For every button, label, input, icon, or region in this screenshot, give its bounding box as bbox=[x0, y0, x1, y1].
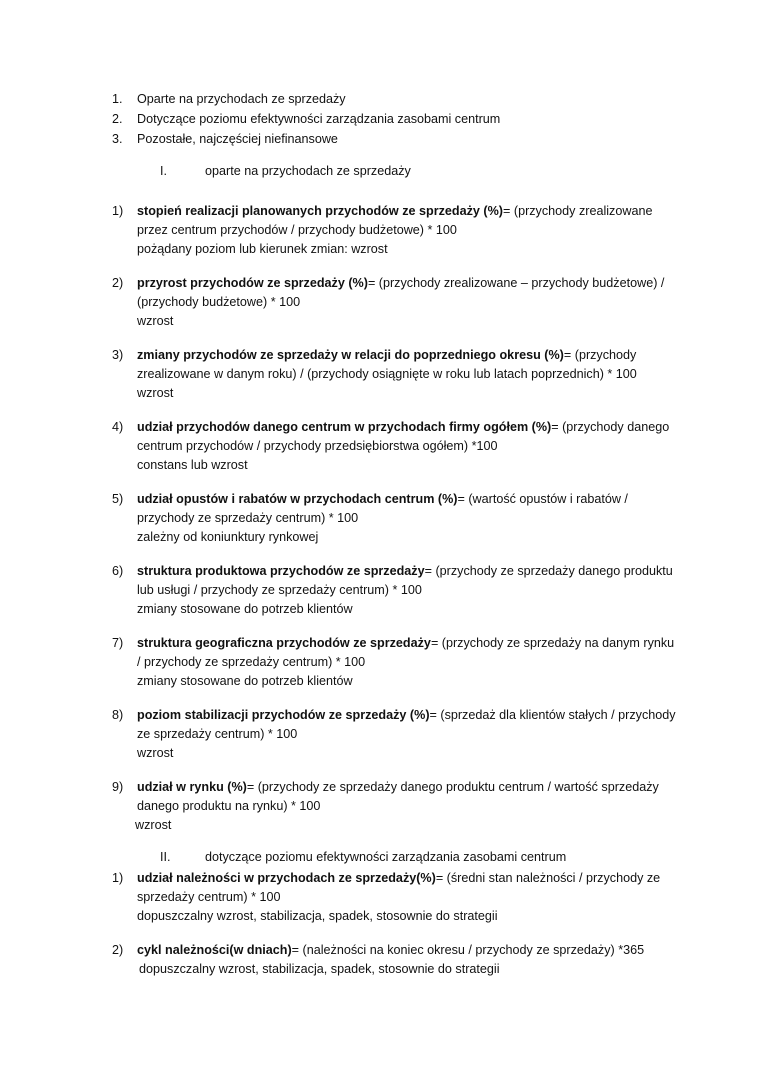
item-line-1 bbox=[137, 274, 664, 292]
item-line-3: wzrost bbox=[137, 314, 174, 328]
item-line-2: centrum przychodów / przychody przedsiębiorstwa ogółem) *100 bbox=[137, 439, 498, 453]
item-formula: = (przychody ze sprzedaży na danym rynku bbox=[430, 636, 675, 650]
item-term: cykl należności(w dniach) bbox=[137, 943, 292, 957]
item-formula: = (wartość opustów i rabatów / bbox=[457, 492, 628, 506]
item-term: udział opustów i rabatów w przychodach centrum (%) bbox=[137, 492, 458, 506]
item-term: udział należności w przychodach ze sprzedaży(%) bbox=[137, 871, 436, 885]
item-line-3: dopuszczalny wzrost, stabilizacja, spadek, stosownie do strategii bbox=[137, 909, 498, 923]
list-number: 3. bbox=[112, 132, 123, 146]
item-line-2: dopuszczalny wzrost, stabilizacja, spadek, stosownie do strategii bbox=[139, 962, 500, 976]
item-term: udział w rynku (%) bbox=[137, 780, 247, 794]
item-line-3: constans lub wzrost bbox=[137, 458, 248, 472]
item-line-2: danego produktu na rynku) * 100 bbox=[137, 799, 321, 813]
item-line-2: / przychody ze sprzedaży centrum) * 100 bbox=[137, 655, 366, 669]
item-term: udział przychodów danego centrum w przychodach firmy ogółem (%) bbox=[137, 420, 552, 434]
item-number: 7) bbox=[112, 636, 124, 650]
item-line-1 bbox=[137, 490, 628, 508]
list-item: Oparte na przychodach ze sprzedaży bbox=[137, 92, 346, 106]
item-term: struktura geograficzna przychodów ze sprzedaży bbox=[137, 636, 431, 650]
list-number: 1. bbox=[112, 92, 123, 106]
item-line-1 bbox=[137, 202, 652, 220]
item-line-1 bbox=[137, 346, 636, 364]
item-number: 6) bbox=[112, 564, 124, 578]
item-line-2: (przychody budżetowe) * 100 bbox=[137, 295, 301, 309]
item-line-2: zrealizowane w danym roku) / (przychody osiągnięte w roku lub latach poprzednich) * 100 bbox=[137, 367, 637, 381]
item-number: 1) bbox=[112, 871, 124, 885]
item-number: 2) bbox=[112, 943, 124, 957]
item-formula: = (przychody zrealizowane – przychody budżetowe) / bbox=[367, 276, 665, 290]
section-heading: oparte na przychodach ze sprzedaży bbox=[205, 164, 411, 178]
item-line-1 bbox=[137, 562, 673, 580]
item-line-3: zmiany stosowane do potrzeb klientów bbox=[137, 674, 353, 688]
item-line-3: pożądany poziom lub kierunek zmian: wzrost bbox=[137, 242, 388, 256]
item-number: 8) bbox=[112, 708, 124, 722]
item-term: zmiany przychodów ze sprzedaży w relacji do poprzedniego okresu (%) bbox=[137, 348, 564, 362]
item-line-1 bbox=[137, 869, 660, 887]
item-line-1 bbox=[137, 778, 659, 796]
item-formula: = (przychody danego bbox=[551, 420, 670, 434]
item-number: 4) bbox=[112, 420, 124, 434]
item-term: struktura produktowa przychodów ze sprzedaży bbox=[137, 564, 425, 578]
section-number: II. bbox=[160, 850, 171, 864]
item-formula: = (przychody zrealizowane bbox=[503, 204, 653, 218]
item-line-3: wzrost bbox=[135, 818, 172, 832]
item-formula: = (średni stan należności / przychody ze bbox=[435, 871, 661, 885]
item-number: 9) bbox=[112, 780, 124, 794]
item-line-1 bbox=[137, 706, 676, 724]
item-number: 3) bbox=[112, 348, 124, 362]
item-line-3: wzrost bbox=[137, 386, 174, 400]
item-formula: = (sprzedaż dla klientów stałych / przychody bbox=[429, 708, 676, 722]
item-line-2: sprzedaży centrum) * 100 bbox=[137, 890, 281, 904]
item-formula: = (przychody ze sprzedaży danego produktu bbox=[424, 564, 673, 578]
item-line-2: lub usługi / przychody ze sprzedaży centrum) * 100 bbox=[137, 583, 422, 597]
item-line-2: ze sprzedaży centrum) * 100 bbox=[137, 727, 298, 741]
item-line-1 bbox=[137, 634, 674, 652]
item-line-3: zależny od koniunktury rynkowej bbox=[137, 530, 319, 544]
item-line-1 bbox=[137, 418, 669, 436]
item-formula: = (przychody bbox=[563, 348, 637, 362]
item-term: przyrost przychodów ze sprzedaży (%) bbox=[137, 276, 368, 290]
item-number: 5) bbox=[112, 492, 124, 506]
item-line-2: przez centrum przychodów / przychody budżetowe) * 100 bbox=[137, 223, 457, 237]
item-term: stopień realizacji planowanych przychodów ze sprzedaży (%) bbox=[137, 204, 504, 218]
item-formula: = (należności na koniec okresu / przychody ze sprzedaży) *365 bbox=[291, 943, 645, 957]
item-line-1 bbox=[137, 941, 644, 959]
list-number: 2. bbox=[112, 112, 123, 126]
item-line-3: wzrost bbox=[137, 746, 174, 760]
list-item: Pozostałe, najczęściej niefinansowe bbox=[137, 132, 338, 146]
list-item: Dotyczące poziomu efektywności zarządzania zasobami centrum bbox=[137, 112, 501, 126]
item-line-3: zmiany stosowane do potrzeb klientów bbox=[137, 602, 353, 616]
item-term: poziom stabilizacji przychodów ze sprzedaży (%) bbox=[137, 708, 430, 722]
section-heading: dotyczące poziomu efektywności zarządzania zasobami centrum bbox=[205, 850, 567, 864]
item-number: 2) bbox=[112, 276, 124, 290]
section-number: I. bbox=[160, 164, 167, 178]
item-line-2: przychody ze sprzedaży centrum) * 100 bbox=[137, 511, 359, 525]
item-number: 1) bbox=[112, 204, 124, 218]
item-formula: = (przychody ze sprzedaży danego produktu centrum / wartość sprzedaży bbox=[246, 780, 659, 794]
